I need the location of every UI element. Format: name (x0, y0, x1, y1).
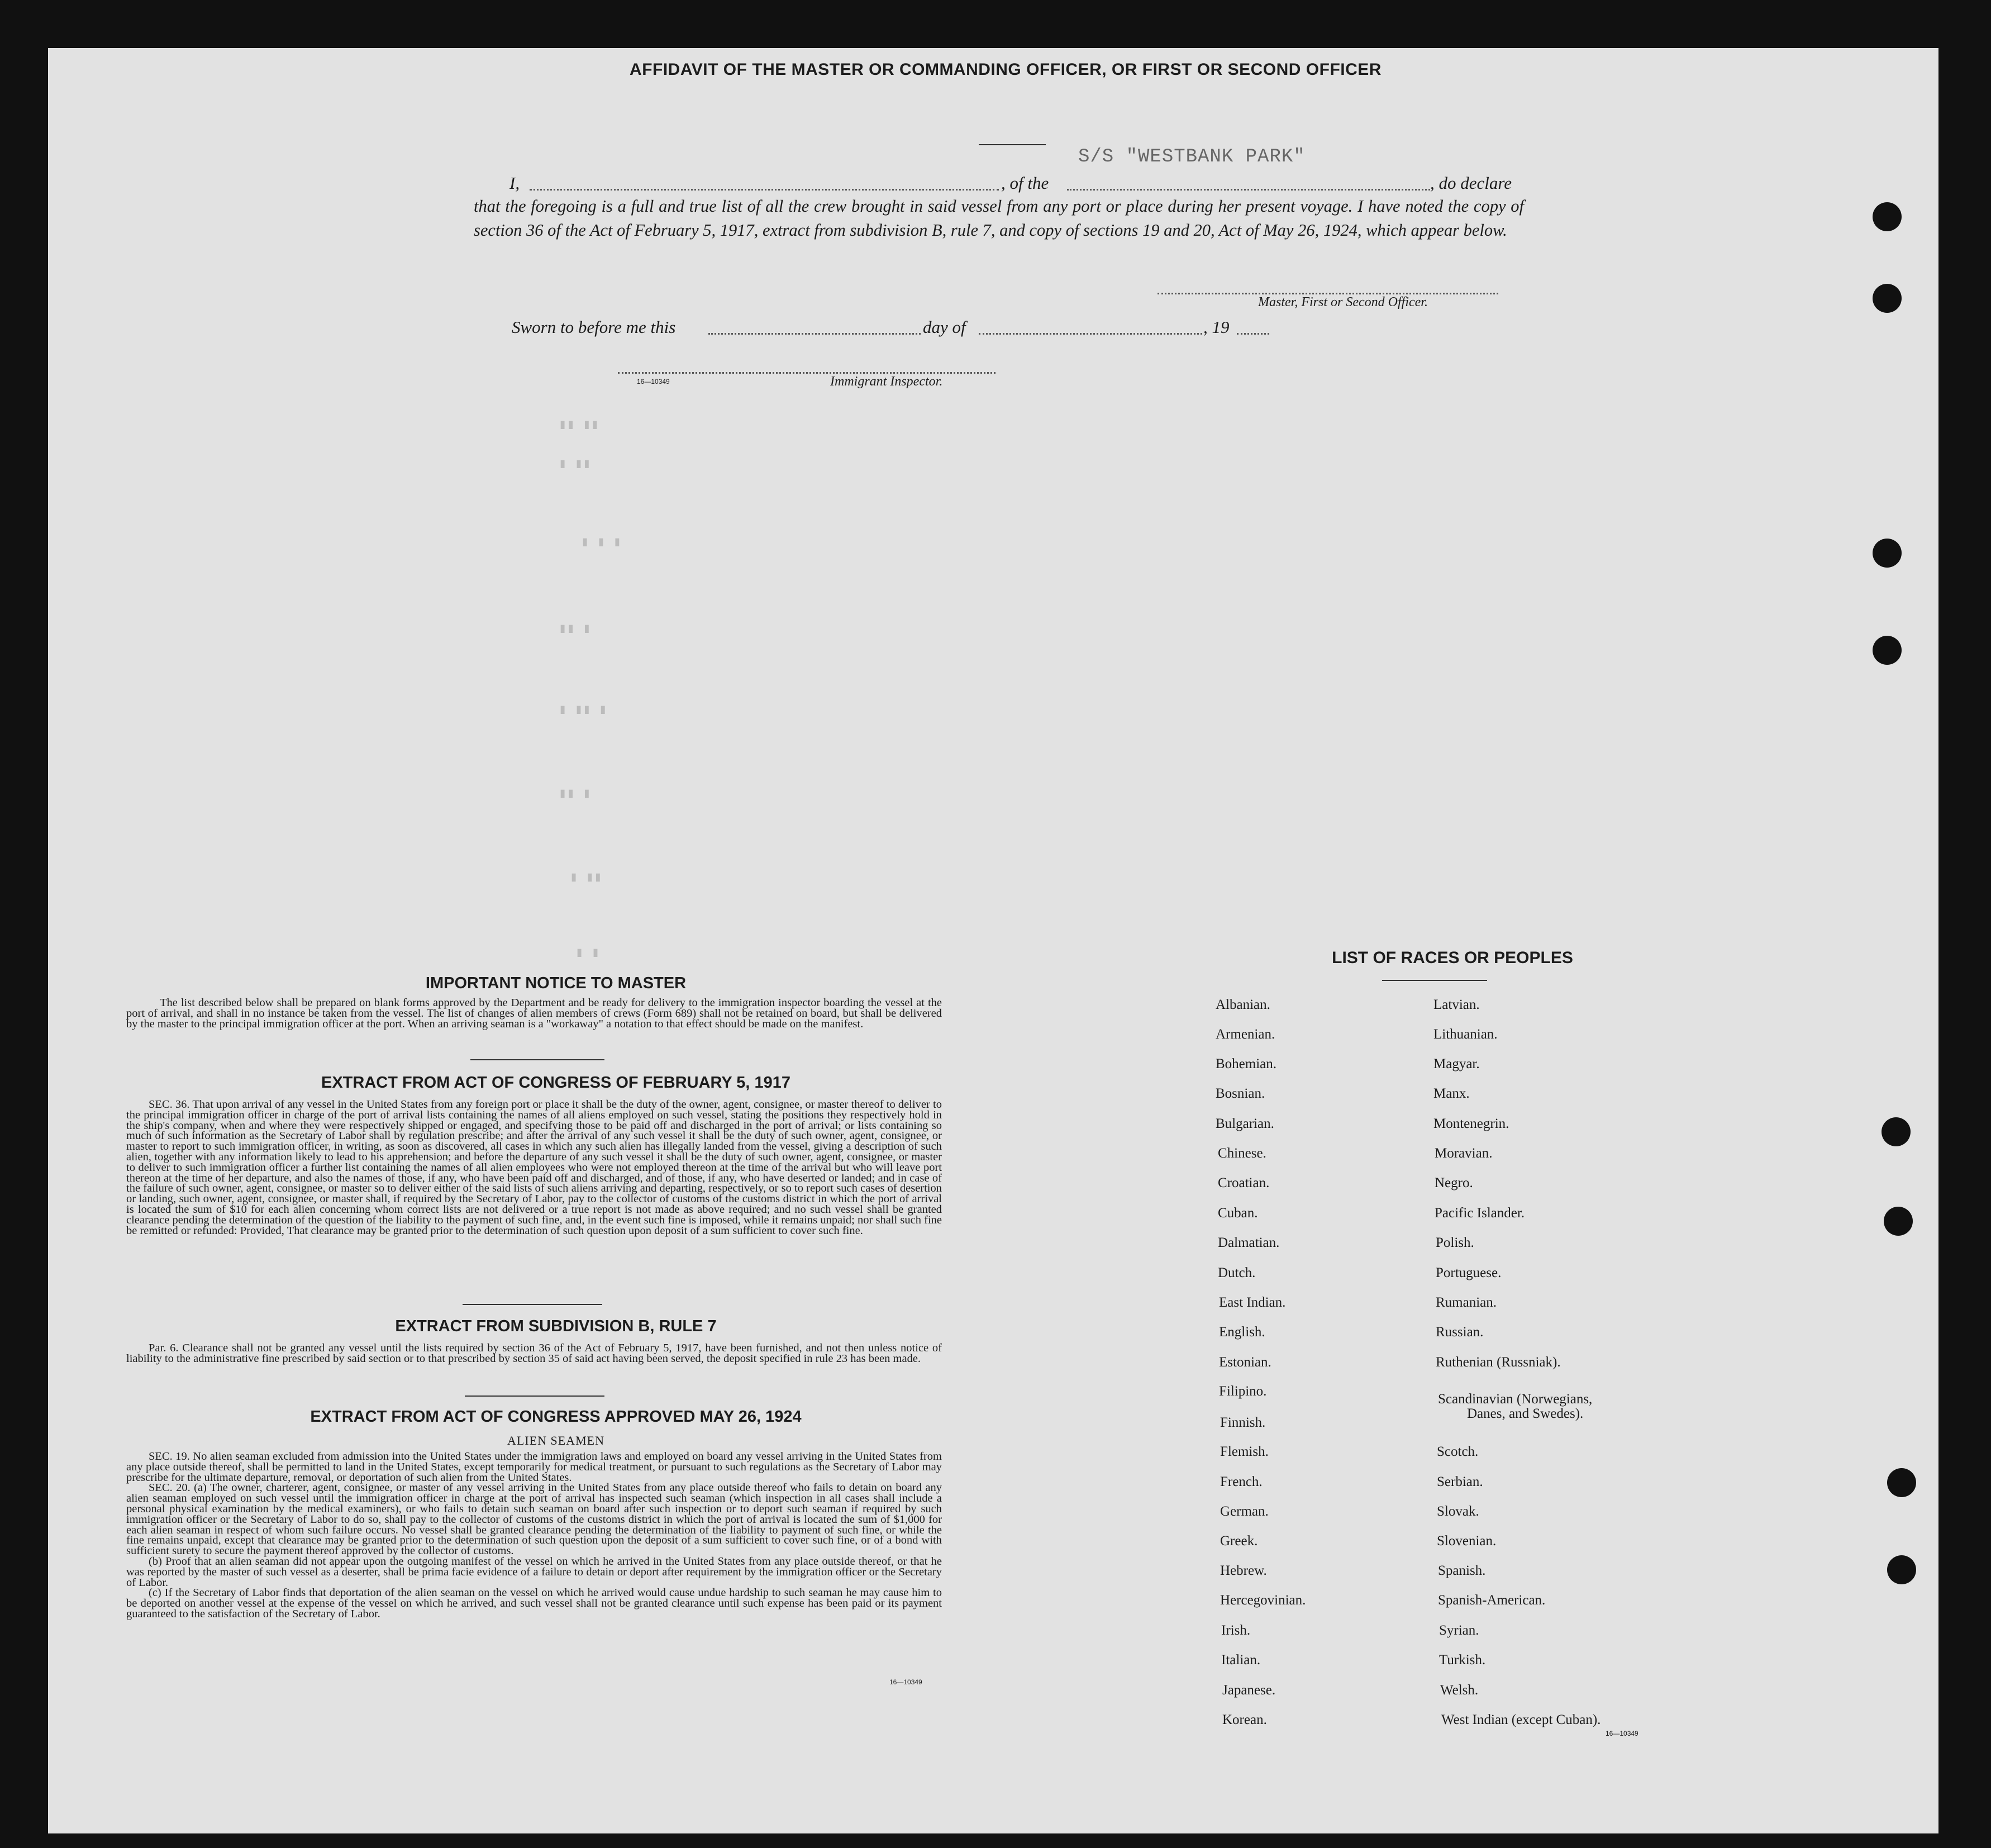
section-divider (463, 1304, 602, 1305)
extract-1917-body: SEC. 36. That upon arrival of any vessel in the United States from any foreign port or place it shall be the duty of the owner, agent, consignee, or master thereof to deliver to the principal immigration officer in charge of the port of arrival lists containing the names of all aliens employed on such vessel, stating the positions they respectively hold in the ship's company, when and where they were respectively shipped or engaged, and specifying those to be paid off and discharged in the port of arrival; or lists containing so much of such information as the Secretary of Labor shall by regulation prescribe; and after the arrival of any such vessel it shall be the duty of such owner, agent, consignee, or master to report to such immigration officer, in writing, as soon as discovered, all cases in which any such alien has illegally landed from the vessel, giving a description of such alien, together with any information likely to lead to his apprehension; and before the departure of any such vessel it shall be the duty of such owner, agent, consignee, or master to deliver to such immigration officer a further list containing the names of all alien employees who were not employed thereon at the time of the arrival but who will leave port thereon at the time of her departure, and also the names of those, if any, who have been paid off and discharged, and of those, if any, who have deserted or landed; and in case of the failure of such owner, agent, consignee, or master so to deliver either of the said lists of such aliens arriving and departing, respectively, or so to report such cases of desertion or landing, such owner, agent, consignee, or master shall, if required by the Secretary of Labor, pay to the collector of customs of the customs district in which the port of arrival is located the sum of $10 for each alien concerning whom correct lists are not delivered or a true report is not made as above required; and no such vessel shall be granted clearance pending the determination of the question of the liability to the payment of such fine, and, in the event such fine is imposed, while it remains unpaid; nor shall such fine be remitted or refunded: Provided, That clearance may be granted prior to the determination of such question upon deposit of a sum sufficient to cover such fine. (126, 1098, 942, 1237)
section-20c-text: (c) If the Secretary of Labor finds that deportation of the alien seaman on the vessel on which he arrived would cause undue hardship to such seaman he may cause him to be deported on another vessel at the expense of the vessel on which he arrived, and such vessel shall not be granted clearance until such expense has been paid or its payment guaranteed to the satisfaction of the Secretary of Labor. (126, 1587, 942, 1620)
vessel-name-stamp: S/S "WESTBANK PARK" (1078, 146, 1306, 168)
race-item: Turkish. (1439, 1652, 1486, 1668)
race-item: Montenegrin. (1433, 1116, 1509, 1131)
race-item: Bohemian. (1216, 1056, 1277, 1071)
race-item: Bulgarian. (1216, 1116, 1274, 1131)
declarant-name-field[interactable] (530, 189, 999, 190)
race-item: Slovak. (1437, 1504, 1479, 1519)
race-item: Dalmatian. (1218, 1235, 1280, 1250)
race-item: Flemish. (1220, 1444, 1269, 1459)
vessel-label: , of the (1001, 173, 1049, 193)
punch-hole (1884, 1207, 1913, 1236)
inspector-label: Immigrant Inspector. (830, 374, 943, 389)
race-item: Magyar. (1433, 1056, 1480, 1071)
race-item: French. (1220, 1474, 1263, 1489)
race-item: Spanish-American. (1438, 1593, 1546, 1608)
form-number: 16—10349 (637, 378, 670, 385)
race-item: Greek. (1220, 1533, 1258, 1549)
punch-hole (1887, 1555, 1916, 1584)
master-signature-field[interactable] (1158, 293, 1498, 294)
sworn-label: Sworn to before me this (512, 317, 676, 337)
race-item: Syrian. (1439, 1623, 1479, 1638)
race-item: Irish. (1221, 1623, 1251, 1638)
punch-hole (1873, 636, 1902, 665)
declarant-label: I, (509, 173, 520, 193)
punch-hole (1873, 539, 1902, 568)
race-item: Rumanian. (1436, 1295, 1497, 1310)
race-item: Cuban. (1218, 1206, 1258, 1221)
section-20b-text: (b) Proof that an alien seaman did not appear upon the outgoing manifest of the vessel on which he arrived in the United States from any place outside thereof, or that he was reported by the master of such vessel as a deserter, shall be prima facie evidence of a failure to detain or deport after requirement by the immigration officer or the Secretary of Labor. (126, 1555, 942, 1589)
form-number: 16—10349 (1606, 1730, 1638, 1737)
race-item: Negro. (1435, 1175, 1473, 1190)
races-divider (1382, 980, 1487, 981)
punch-hole (1882, 1117, 1911, 1146)
race-item: Armenian. (1216, 1027, 1275, 1042)
race-item: Manx. (1433, 1086, 1470, 1101)
race-item: Dutch. (1218, 1265, 1256, 1280)
section-divider (465, 1395, 604, 1397)
race-item: Portuguese. (1436, 1265, 1502, 1280)
punch-hole (1873, 284, 1902, 313)
race-item: English. (1219, 1325, 1265, 1340)
race-item: Hercegovinian. (1220, 1593, 1306, 1608)
races-title: LIST OF RACES OR PEOPLES (1332, 949, 1573, 967)
section-divider (470, 1059, 604, 1060)
race-item: Scandinavian (Norwegians, (1438, 1392, 1593, 1407)
race-item: Scotch. (1437, 1444, 1479, 1459)
race-item: Serbian. (1437, 1474, 1483, 1489)
extract-1924-body (126, 1451, 942, 1620)
race-item: Korean. (1222, 1712, 1267, 1727)
race-item: Danes, and Swedes). (1467, 1406, 1584, 1421)
race-item: Russian. (1436, 1325, 1484, 1340)
race-item: Lithuanian. (1433, 1027, 1498, 1042)
notice-title: IMPORTANT NOTICE TO MASTER (425, 974, 687, 992)
declare-label: , do declare (1430, 173, 1512, 193)
race-item: Pacific Islander. (1435, 1206, 1525, 1221)
punch-hole (1873, 202, 1902, 231)
race-item: Filipino. (1219, 1384, 1267, 1399)
race-item: Chinese. (1218, 1146, 1266, 1161)
sworn-year-field[interactable] (1237, 333, 1269, 335)
race-item: Spanish. (1438, 1563, 1486, 1578)
form-number: 16—10349 (889, 1678, 922, 1686)
race-item: Albanian. (1216, 997, 1270, 1012)
race-item: Welsh. (1440, 1683, 1479, 1698)
race-item: Hebrew. (1220, 1563, 1267, 1578)
race-item: Polish. (1436, 1235, 1474, 1250)
race-item: Moravian. (1435, 1146, 1493, 1161)
master-signature-label: Master, First or Second Officer. (1258, 295, 1428, 309)
year-label: , 19 (1203, 317, 1230, 337)
race-item: Slovenian. (1437, 1533, 1497, 1549)
race-item: Bosnian. (1216, 1086, 1265, 1101)
race-item: Italian. (1221, 1652, 1261, 1668)
race-item: Latvian. (1433, 997, 1480, 1012)
day-of-label: day of (923, 317, 966, 337)
section-19-text: SEC. 19. No alien seaman excluded from admission into the United States under the immigration laws and employed on board any vessel arriving in the United States from any place outside thereof, shall be permitted to land in the United States, except temporarily for medical treatment, or pursuant to such regulations as the Secretary of Labor may prescribe for the ultimate departure, removal, or deportation of such alien from the United States. (126, 1450, 942, 1484)
race-item: West Indian (except Cuban). (1441, 1712, 1601, 1727)
sworn-day-field[interactable] (708, 333, 921, 335)
section-20a-text: SEC. 20. (a) The owner, charterer, agent, consignee, or master of any vessel arriving in the United States from any place outside thereof who fails to detain on board any alien seaman employed on such vessel until the immigration officer in charge at the port of arrival has inspected such seaman (which inspection in all cases shall include a personal physical examination by the medical examiners), or who fails to detain such seaman on board after such inspection or to deport such seaman if required by such immigration officer or the Secretary of Labor to do so, shall pay to the collector of customs of the customs district in which the port of arrival is located the sum of $1,000 for each alien seaman in respect of whom such failure occurs. No vessel shall be granted clearance pending the determination of the liability to payment of such fine, or while the fine remains unpaid, except that clearance may be granted prior to the determination of such question upon the deposit of a sum sufficient to cover such fine, or of a bond with sufficient surety to secure the payment thereof approved by the collector of customs. (126, 1482, 942, 1558)
race-item: Estonian. (1219, 1355, 1271, 1370)
race-item: Finnish. (1220, 1415, 1266, 1430)
notice-body: The list described below shall be prepared on blank forms approved by the Department and be ready for delivery to the immigration inspector boarding the vessel at the port of arrival, and shall in no instance be taken from the vessel. The list of changes of alien members of crews (Form 689) shall not be retained on board, but shall be delivered by the master to the principal immigration officer at the port. When an arriving seaman is a "workaway" a notation to that effect should be made on the manifest. (126, 997, 942, 1030)
inspector-signature-field[interactable] (618, 372, 996, 374)
race-item: Japanese. (1222, 1683, 1276, 1698)
affidavit-title: AFFIDAVIT OF THE MASTER OR COMMANDING OFFICER, OR FIRST OR SECOND OFFICER (630, 60, 1382, 79)
extract-rule7-body: Par. 6. Clearance shall not be granted any vessel until the lists required by section 36 of the Act of February 5, 1917, have been furnished, and not then unless notice of liability to the administrative fine prescribed by said section or to that prescribed by section 35 of said act having been served, the deposit specified in rule 23 has been made. (126, 1342, 942, 1365)
sworn-month-field[interactable] (979, 333, 1202, 335)
extract-rule7-title: EXTRACT FROM SUBDIVISION B, RULE 7 (395, 1317, 717, 1335)
declaration-text: that the foregoing is a full and true list of all the crew brought in said vessel from any port or place during her present voyage. I have noted the copy of section 36 of the Act of February 5, 1917, extract from subdivision B, rule 7, and copy of sections 19 and 20, Act of May 26, 1924, which appear below. (474, 197, 1524, 240)
race-item: Ruthenian (Russniak). (1436, 1355, 1561, 1370)
race-item: East Indian. (1219, 1295, 1286, 1310)
extract-1917-title: EXTRACT FROM ACT OF CONGRESS OF FEBRUARY 5, 1917 (321, 1074, 791, 1092)
race-item: German. (1220, 1504, 1269, 1519)
race-item: Croatian. (1218, 1175, 1270, 1190)
vessel-name-field[interactable] (1067, 189, 1430, 190)
extract-1924-title: EXTRACT FROM ACT OF CONGRESS APPROVED MAY 26, 1924 (310, 1408, 802, 1426)
title-divider (979, 144, 1046, 145)
punch-hole (1887, 1468, 1916, 1497)
extract-1924-subtitle: ALIEN SEAMEN (507, 1433, 604, 1447)
